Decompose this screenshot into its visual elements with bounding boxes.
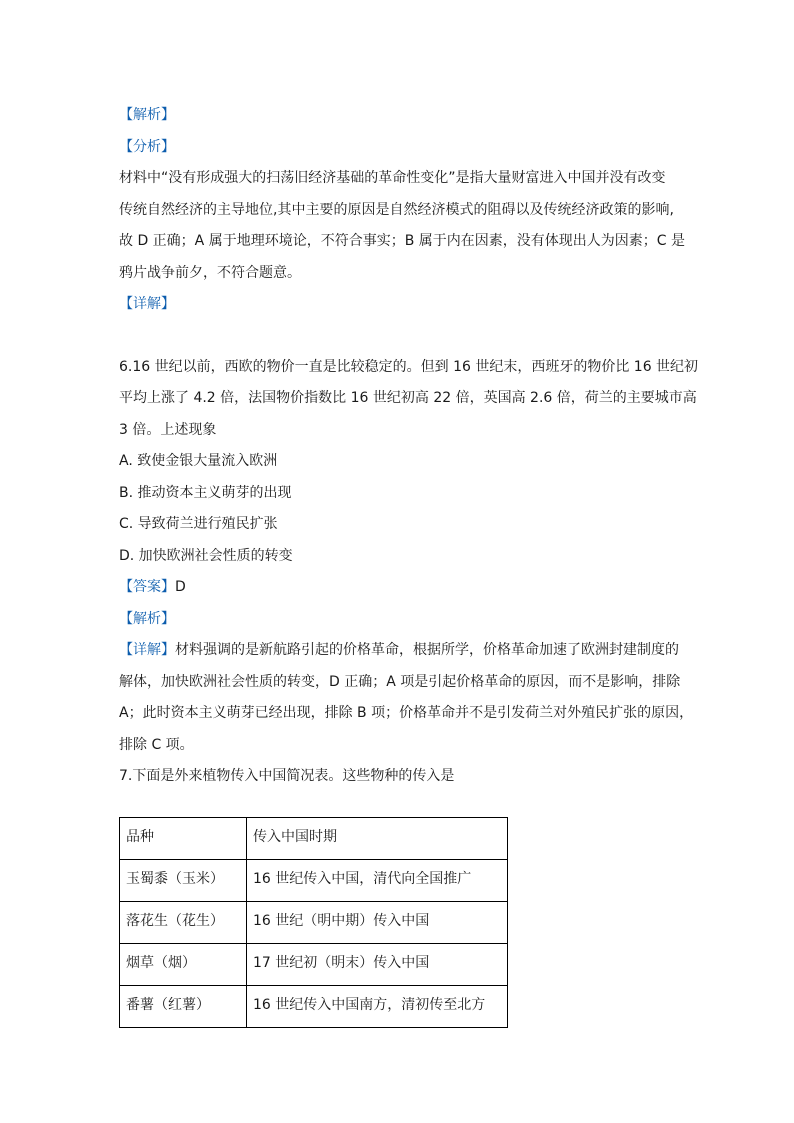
table-cell-variety: 玉蜀黍（玉米） [120, 859, 247, 901]
plant-table-wrapper [119, 817, 689, 1028]
q6-answer [119, 572, 689, 604]
q6-detail-line: 排除 C 项。 [119, 736, 194, 753]
q5-xiangjie-label: 【详解】 [119, 296, 175, 312]
document-content [119, 100, 699, 1028]
q6-answer-value: D [175, 579, 186, 595]
q6-detail-text: 材料强调的是新航路引起的价格革命，根据所学，价格革命加速了欧洲封建制度的 [175, 642, 679, 658]
table-cell-variety: 烟草（烟） [120, 943, 247, 985]
q5-analysis-line: 鸦片战争前夕，不符合题意。 [119, 264, 301, 281]
q6-stem-line: 6.16 世纪以前，西欧的物价一直是比较稳定的。但到 16 世纪末，西班牙的物价比 16 世纪初 [119, 358, 699, 375]
plant-introduction-table [119, 817, 508, 1028]
table-header-row [120, 817, 508, 859]
q6-detail-line: A；此时资本主义萌芽已经出现，排除 B 项；价格革命并不是引发荷兰对外殖民扩张的原因， [119, 705, 694, 721]
table-row [120, 943, 508, 985]
q6-option-c: C. 导致荷兰进行殖民扩张 [119, 516, 278, 532]
q5-analysis-line: 故 D 正确；A 属于地理环境论，不符合事实；B 属于内在因素，没有体现出人为因素；C 是 [119, 233, 685, 249]
q7-stem: 7.下面是外来植物传入中国简况表。这些物种的传入是 [119, 768, 455, 784]
table-cell-variety: 番薯（红薯） [120, 985, 247, 1027]
q6-option-a: A. 致使金银大量流入欧洲 [119, 453, 278, 469]
table-cell-variety: 落花生（花生） [120, 901, 247, 943]
table-header-cell: 品种 [120, 817, 247, 859]
q5-analysis-line: 材料中“没有形成强大的扫荡旧经济基础的革命性变化”是指大量财富进入中国并没有改变 [119, 170, 666, 186]
q6-jiexi-label: 【解析】 [119, 610, 175, 627]
q6-answer-label: 【答案】 [119, 579, 175, 595]
table-cell-period: 16 世纪传入中国南方，清初传至北方 [246, 985, 507, 1027]
table-cell-period: 17 世纪初（明末）传入中国 [246, 943, 507, 985]
table-row [120, 901, 508, 943]
q6-option-b: B. 推动资本主义萌芽的出现 [119, 484, 292, 501]
table-cell-period: 16 世纪（明中期）传入中国 [246, 901, 507, 943]
q5-jiexi-label: 【解析】 [119, 107, 175, 123]
q6-stem-line: 平均上涨了 4.2 倍，法国物价指数比 16 世纪初高 22 倍，英国高 2.6 倍，荷兰的主要城市高 [119, 390, 697, 406]
q5-analysis-line: 传统自然经济的主导地位,其中主要的原因是自然经济模式的阻碍以及传统经济政策的影响, [119, 201, 674, 218]
q6-detail-line [119, 635, 689, 667]
q6-xiangjie-label: 【详解】 [119, 642, 175, 658]
q5-fenxi-label: 【分析】 [119, 138, 175, 155]
spacer [119, 321, 689, 352]
table-header-cell: 传入中国时期 [246, 817, 507, 859]
table-row [120, 985, 508, 1027]
table-row [120, 859, 508, 901]
q6-stem-line: 3 倍。上述现象 [119, 421, 217, 438]
q6-option-d: D. 加快欧洲社会性质的转变 [119, 547, 293, 564]
q6-detail-line: 解体，加快欧洲社会性质的转变，D 正确；A 项是引起价格革命的原因，而不是影响，排除 [119, 673, 681, 690]
table-cell-period: 16 世纪传入中国，清代向全国推广 [246, 859, 507, 901]
